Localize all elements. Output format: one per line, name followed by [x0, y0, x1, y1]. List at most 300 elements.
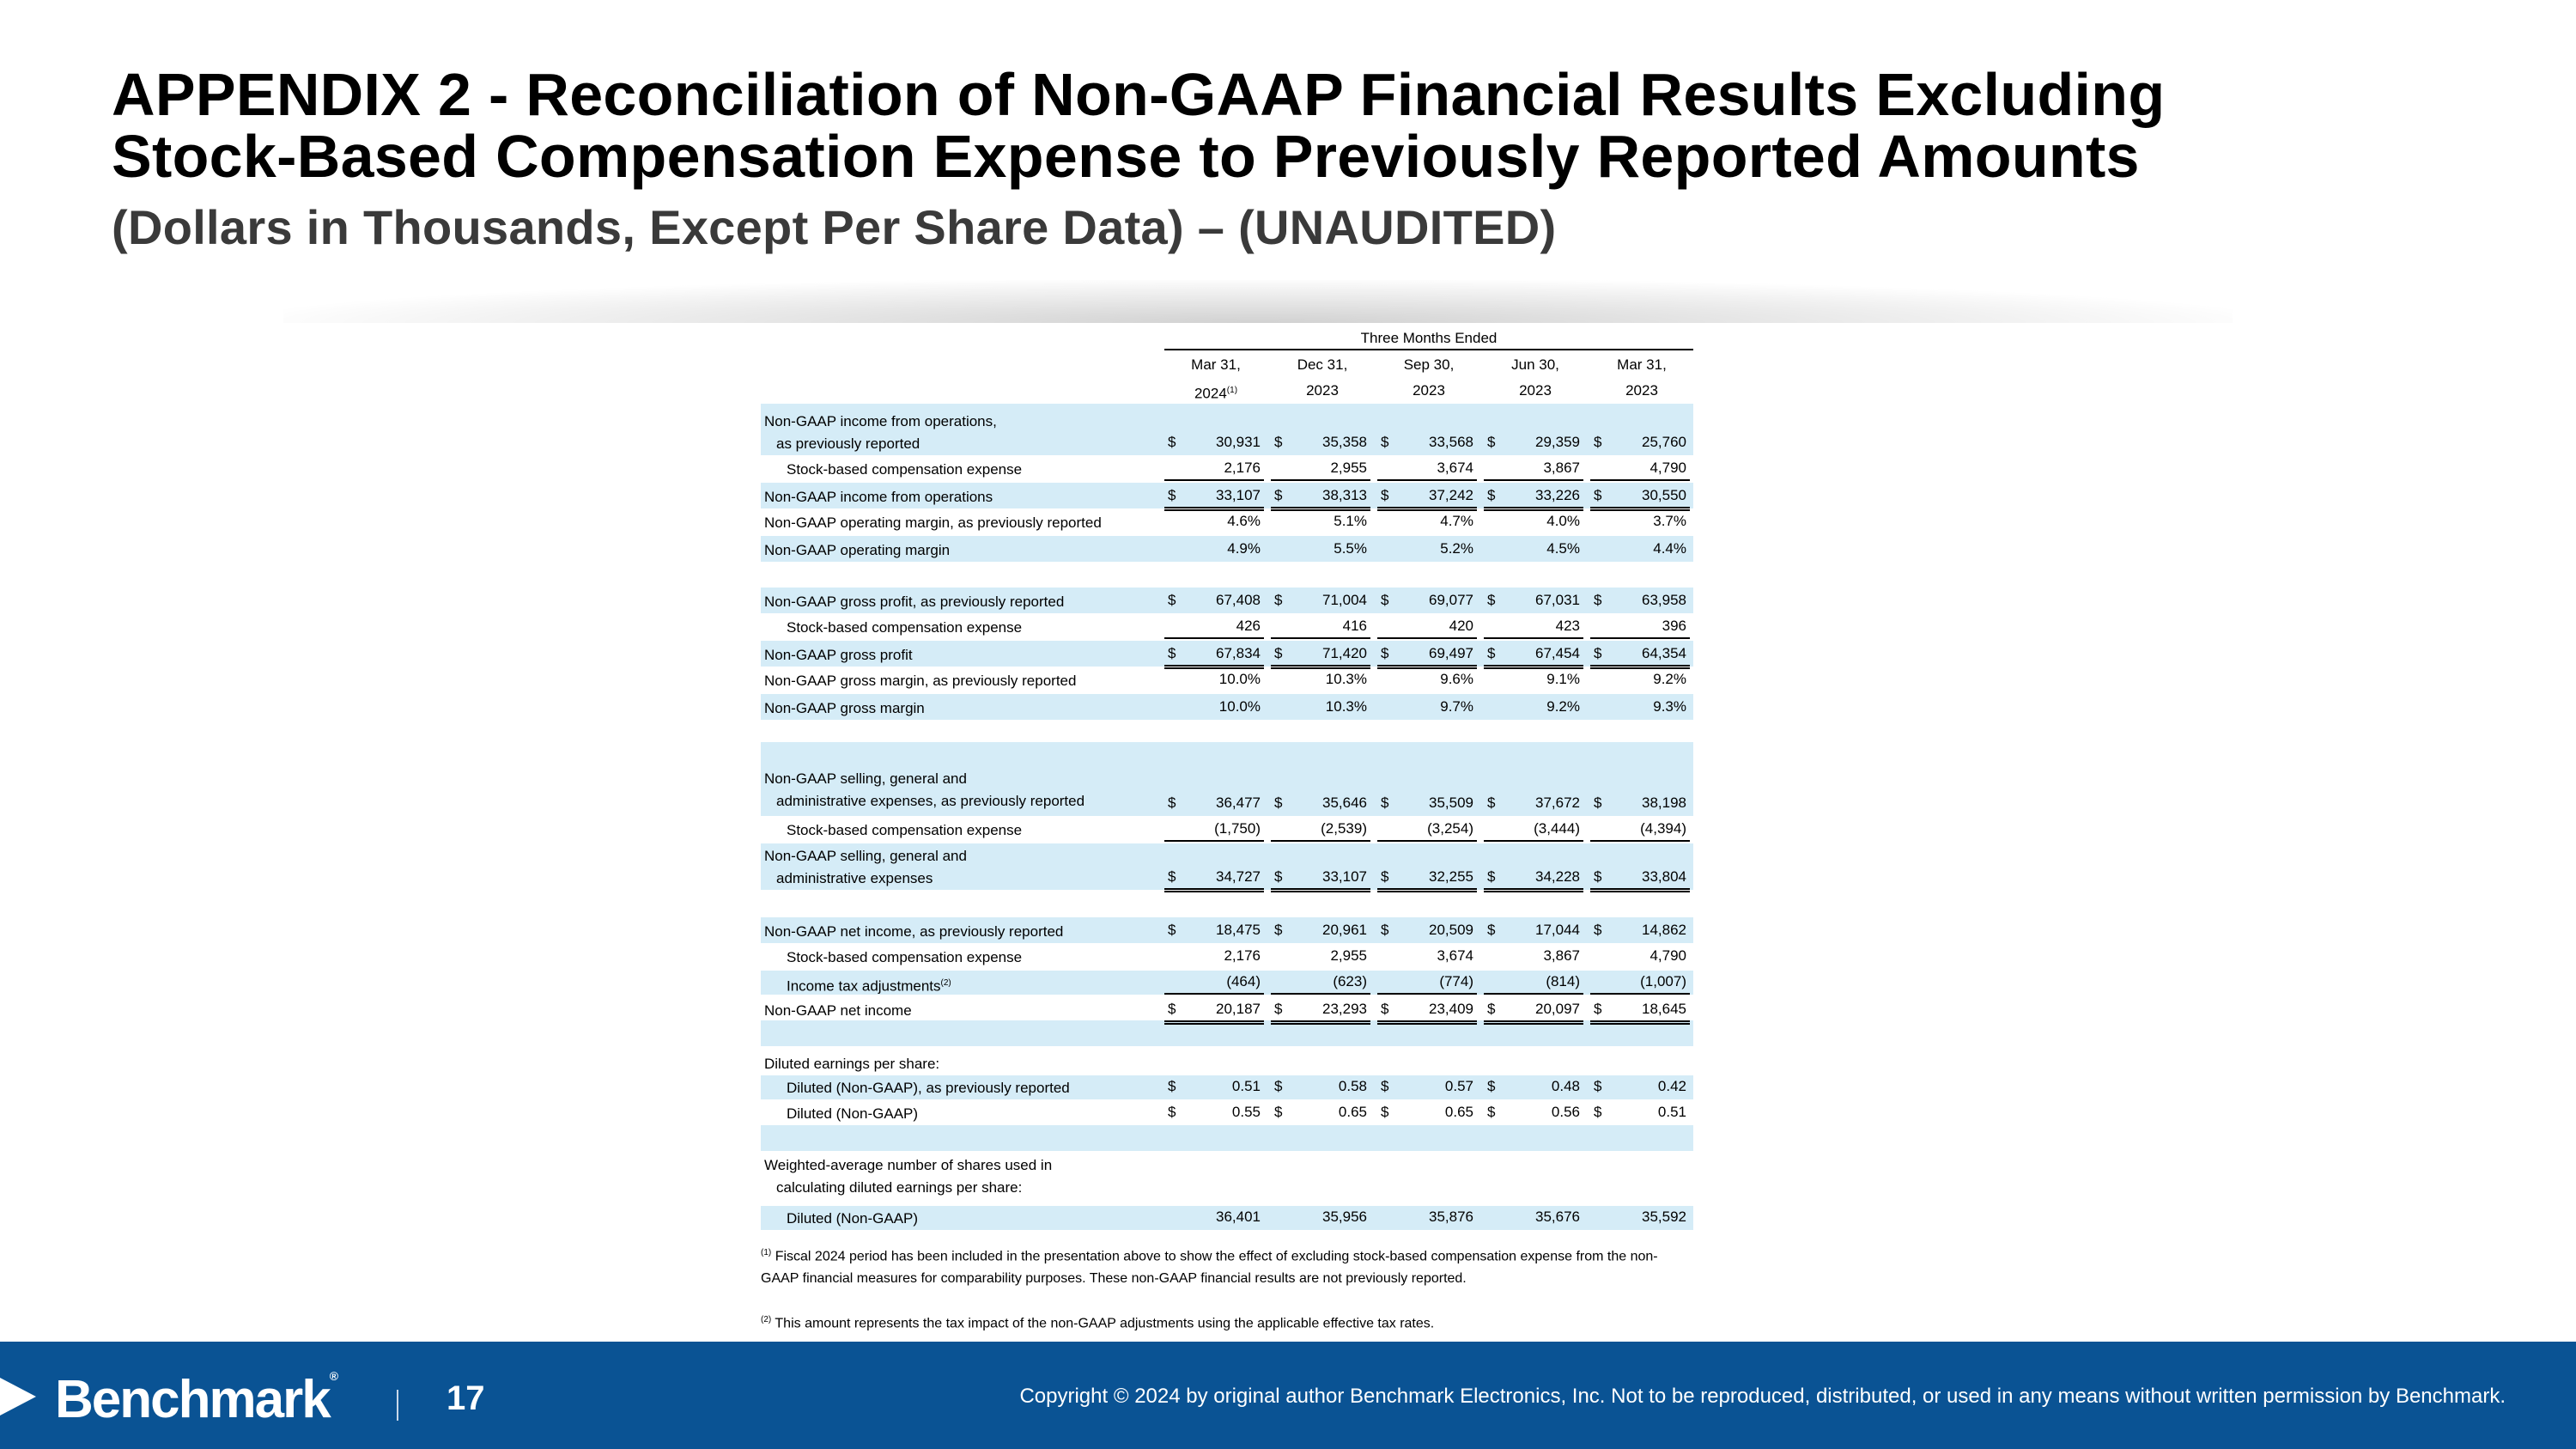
cell-value: (1,007) — [1640, 973, 1686, 989]
cell-value: 67,408 — [1216, 592, 1261, 608]
currency-symbol: $ — [1594, 645, 1602, 661]
spacer-band — [761, 1125, 1693, 1151]
currency-symbol: $ — [1168, 1001, 1176, 1017]
table-cell — [1590, 998, 1690, 1025]
cell-value: 9.1% — [1546, 671, 1580, 687]
table-row — [761, 641, 1693, 667]
currency-symbol: $ — [1487, 922, 1496, 938]
footnote-1-marker: (1) — [761, 1248, 772, 1257]
cell-value: 29,359 — [1535, 434, 1580, 450]
title-line-1: APPENDIX 2 - Reconciliation of Non-GAAP Financial Results Excluding — [112, 61, 2166, 128]
column-header-year: 2023 — [1519, 382, 1552, 399]
table-cell — [1484, 457, 1583, 481]
cell-value: 36,401 — [1216, 1209, 1261, 1225]
cell-value: 0.65 — [1338, 1104, 1367, 1120]
cell-value: 420 — [1449, 618, 1473, 634]
copyright-text: Copyright © 2024 by original author Benchmark Electronics, Inc. Not to be reproduced, distributed, or used in any means without written permission by Benchmark. — [1019, 1385, 2506, 1408]
column-header-footnote-marker: (1) — [1226, 386, 1238, 395]
cell-value: 33,226 — [1535, 487, 1580, 503]
cell-value: 0.57 — [1444, 1078, 1473, 1094]
table-cell — [1377, 484, 1477, 511]
cell-value: 0.51 — [1657, 1104, 1686, 1120]
cell-value: (3,444) — [1534, 820, 1580, 837]
table-cell — [1271, 457, 1370, 481]
cell-value: 10.0% — [1218, 671, 1261, 687]
cell-value: 71,004 — [1322, 592, 1367, 608]
table-cell — [1271, 818, 1370, 842]
cell-value: 25,760 — [1642, 434, 1686, 450]
currency-symbol: $ — [1487, 868, 1496, 885]
table-cell — [1590, 1101, 1690, 1123]
table-cell — [1377, 1101, 1477, 1123]
cell-value: 69,077 — [1429, 592, 1473, 608]
currency-symbol: $ — [1594, 434, 1602, 450]
table-cell — [1271, 1101, 1370, 1123]
cell-value: 67,834 — [1216, 645, 1261, 661]
benchmark-logo-icon — [0, 1371, 43, 1422]
row-label-text: Non-GAAP gross margin — [764, 700, 925, 716]
table-cell — [1484, 668, 1583, 691]
cell-value: 35,592 — [1642, 1209, 1686, 1225]
row-label — [764, 697, 925, 720]
currency-symbol: $ — [1168, 434, 1176, 450]
table-cell — [1484, 696, 1583, 718]
currency-symbol: $ — [1168, 1078, 1176, 1094]
row-label — [764, 512, 1102, 534]
table-cell — [1590, 1206, 1690, 1228]
cell-value: (3,254) — [1427, 820, 1473, 837]
row-label — [764, 411, 997, 455]
table-cell — [1484, 615, 1583, 639]
table-cell — [1590, 668, 1690, 691]
table-cell — [1164, 538, 1264, 560]
currency-symbol: $ — [1274, 922, 1283, 938]
cell-value: 3,674 — [1437, 947, 1473, 964]
currency-symbol: $ — [1274, 645, 1283, 661]
table-cell — [1271, 945, 1370, 967]
table-cell — [1377, 971, 1477, 995]
table-cell — [1377, 668, 1477, 691]
row-label-text: Stock-based compensation expense — [787, 822, 1023, 838]
cell-value: 423 — [1555, 618, 1580, 634]
table-cell — [1377, 998, 1477, 1025]
cell-value: 4.5% — [1546, 540, 1580, 557]
table-cell — [1590, 818, 1690, 842]
table-cell — [1164, 1075, 1264, 1098]
table-cell — [1164, 792, 1264, 814]
currency-symbol: $ — [1274, 592, 1283, 608]
row-label — [764, 1154, 1052, 1199]
table-cell — [1271, 1075, 1370, 1098]
cell-value: 5.5% — [1334, 540, 1367, 557]
table-cell — [1271, 589, 1370, 612]
table-group-header: Three Months Ended — [1164, 330, 1693, 350]
table-row — [761, 615, 1693, 639]
cell-value: 20,097 — [1535, 1001, 1580, 1017]
cell-value: 5.1% — [1334, 513, 1367, 529]
cell-value: 36,477 — [1216, 795, 1261, 811]
row-label — [764, 539, 950, 562]
table-cell — [1271, 431, 1370, 454]
page-number: 17 — [447, 1379, 485, 1417]
table-cell — [1271, 668, 1370, 691]
table-cell — [1590, 538, 1690, 560]
table-cell — [1590, 431, 1690, 454]
cell-value: 5.2% — [1440, 540, 1473, 557]
table-cell — [1484, 589, 1583, 612]
currency-symbol: $ — [1168, 922, 1176, 938]
cell-value: 0.65 — [1444, 1104, 1473, 1120]
cell-value: 37,672 — [1535, 795, 1580, 811]
table-cell — [1377, 945, 1477, 967]
table-row — [761, 1050, 1693, 1075]
row-label-text: Stock-based compensation expense — [787, 619, 1023, 636]
cell-value: 32,255 — [1429, 868, 1473, 885]
cell-value: 71,420 — [1322, 645, 1367, 661]
cell-value: 14,862 — [1642, 922, 1686, 938]
cell-value: 37,242 — [1429, 487, 1473, 503]
column-header-year: 2023 — [1625, 382, 1658, 399]
benchmark-logo — [55, 1369, 338, 1430]
row-label — [764, 486, 993, 508]
cell-value: (774) — [1439, 973, 1473, 989]
cell-value: 63,958 — [1642, 592, 1686, 608]
row-label — [787, 1103, 918, 1125]
currency-symbol: $ — [1168, 1104, 1176, 1120]
cell-value: 396 — [1662, 618, 1686, 634]
table-row — [761, 1206, 1693, 1230]
currency-symbol: $ — [1274, 1104, 1283, 1120]
cell-value: 4,790 — [1649, 460, 1686, 476]
currency-symbol: $ — [1487, 592, 1496, 608]
cell-value: 20,961 — [1322, 922, 1367, 938]
row-label-text: Stock-based compensation expense — [787, 949, 1023, 965]
table-row — [761, 588, 1693, 613]
cell-value: 35,509 — [1429, 795, 1473, 811]
row-label-line-1: Non-GAAP selling, general and — [764, 848, 967, 864]
cell-value: 67,454 — [1535, 645, 1580, 661]
row-label-text: Non-GAAP net income, as previously reported — [764, 923, 1064, 940]
table-cell — [1377, 538, 1477, 560]
cell-value: 0.48 — [1551, 1078, 1580, 1094]
table-cell — [1484, 818, 1583, 842]
cell-value: 0.56 — [1551, 1104, 1580, 1120]
row-label-line-2: as previously reported — [776, 435, 920, 452]
row-label-text: Non-GAAP income from operations — [764, 489, 993, 505]
table-cell — [1271, 792, 1370, 814]
row-label — [764, 921, 1063, 943]
row-label-text: Non-GAAP operating margin — [764, 542, 951, 558]
currency-symbol: $ — [1274, 795, 1283, 811]
currency-symbol: $ — [1594, 922, 1602, 938]
table-cell — [1484, 866, 1583, 892]
table-cell — [1377, 589, 1477, 612]
table-cell — [1164, 510, 1264, 533]
cell-value: 0.42 — [1657, 1078, 1686, 1094]
column-header-line-1: Jun 30, — [1511, 356, 1559, 373]
table-cell — [1377, 818, 1477, 842]
table-cell — [1271, 642, 1370, 669]
currency-symbol: $ — [1274, 434, 1283, 450]
column-header-line-2 — [1271, 378, 1374, 405]
cell-value: 33,107 — [1216, 487, 1261, 503]
cell-value: 4.7% — [1440, 513, 1473, 529]
currency-symbol: $ — [1168, 592, 1176, 608]
cell-value: 10.3% — [1325, 698, 1367, 715]
cell-value: 30,550 — [1642, 487, 1686, 503]
table-cell — [1271, 696, 1370, 718]
currency-symbol: $ — [1594, 487, 1602, 503]
table-row — [761, 1075, 1693, 1099]
cell-value: 3,867 — [1543, 460, 1580, 476]
row-label — [764, 591, 1064, 613]
cell-value: (623) — [1333, 973, 1367, 989]
table-cell — [1590, 866, 1690, 892]
currency-symbol: $ — [1381, 592, 1389, 608]
cell-value: 2,955 — [1330, 947, 1367, 964]
cell-value: 0.51 — [1231, 1078, 1261, 1094]
currency-symbol: $ — [1168, 645, 1176, 661]
cell-value: 35,646 — [1322, 795, 1367, 811]
page-subtitle: (Dollars in Thousands, Except Per Share Data) – (UNAUDITED) — [112, 200, 1557, 254]
cell-value: 4.6% — [1227, 513, 1261, 529]
table-cell — [1164, 457, 1264, 481]
column-header — [1590, 352, 1693, 405]
table-row — [761, 694, 1693, 720]
currency-symbol: $ — [1487, 795, 1496, 811]
row-label — [764, 644, 913, 667]
table-cell — [1590, 457, 1690, 481]
table-row — [761, 742, 1693, 816]
currency-symbol: $ — [1594, 592, 1602, 608]
table-cell — [1164, 866, 1264, 892]
table-cell — [1164, 696, 1264, 718]
footnote-2-marker: (2) — [761, 1315, 772, 1324]
table-cell — [1484, 1101, 1583, 1123]
currency-symbol: $ — [1381, 645, 1389, 661]
column-header-year: 2024 — [1194, 385, 1227, 402]
table-row — [761, 996, 1693, 1022]
currency-symbol: $ — [1487, 1104, 1496, 1120]
table-row — [761, 971, 1693, 995]
table-cell — [1164, 668, 1264, 691]
table-cell — [1164, 484, 1264, 511]
table-cell — [1484, 1206, 1583, 1228]
cell-value: 33,804 — [1642, 868, 1686, 885]
column-header — [1377, 352, 1480, 405]
column-header-year: 2023 — [1413, 382, 1445, 399]
cell-value: 2,176 — [1224, 460, 1261, 476]
currency-symbol: $ — [1381, 1078, 1389, 1094]
footnote-1-text: Fiscal 2024 period has been included in the presentation above to show the effect of excluding stock-based compensation expense from the non-GAAP financial measures for comparability purposes. These non-GAAP financial results are not previously reported. — [761, 1249, 1658, 1287]
currency-symbol: $ — [1487, 1001, 1496, 1017]
table-cell — [1590, 510, 1690, 533]
currency-symbol: $ — [1274, 868, 1283, 885]
table-cell — [1271, 971, 1370, 995]
column-header-line-1: Mar 31, — [1617, 356, 1667, 373]
cell-value: 38,313 — [1322, 487, 1367, 503]
table-cell — [1377, 792, 1477, 814]
column-header-line-2 — [1484, 378, 1587, 405]
row-label-text: Non-GAAP operating margin, as previously reported — [764, 514, 1102, 531]
logo-registered-mark: ® — [329, 1369, 339, 1383]
table-cell — [1377, 696, 1477, 718]
currency-symbol: $ — [1381, 1001, 1389, 1017]
table-row — [761, 945, 1693, 969]
row-label-footnote-marker: (2) — [940, 978, 951, 988]
footnote-1 — [761, 1242, 1693, 1290]
currency-symbol: $ — [1487, 1078, 1496, 1094]
divider-shadow — [283, 280, 2233, 323]
table-cell — [1377, 615, 1477, 639]
row-label-text: Diluted (Non-GAAP), as previously reported — [787, 1080, 1070, 1096]
table-row — [761, 668, 1693, 692]
cell-value: 34,727 — [1216, 868, 1261, 885]
row-label — [764, 768, 1084, 813]
table-cell — [1377, 457, 1477, 481]
currency-symbol: $ — [1594, 1001, 1602, 1017]
footer-separator — [397, 1390, 398, 1421]
table-cell — [1377, 642, 1477, 669]
table-cell — [1164, 919, 1264, 941]
table-cell — [1377, 510, 1477, 533]
cell-value: 23,409 — [1429, 1001, 1473, 1017]
column-header-line-2 — [1377, 378, 1480, 405]
table-cell — [1377, 1075, 1477, 1098]
cell-value: 3,674 — [1437, 460, 1473, 476]
row-label — [787, 617, 1022, 639]
table-cell — [1590, 696, 1690, 718]
row-label-line-1: Non-GAAP selling, general and — [764, 770, 967, 787]
row-label-text: Stock-based compensation expense — [787, 461, 1023, 478]
cell-value: (1,750) — [1214, 820, 1261, 837]
table-cell — [1377, 866, 1477, 892]
table-cell — [1590, 642, 1690, 669]
currency-symbol: $ — [1381, 795, 1389, 811]
currency-symbol: $ — [1381, 922, 1389, 938]
cell-value: 9.7% — [1440, 698, 1473, 715]
table-cell — [1484, 792, 1583, 814]
column-header-line-1: Dec 31, — [1297, 356, 1348, 373]
cell-value: 18,645 — [1642, 1001, 1686, 1017]
currency-symbol: $ — [1274, 487, 1283, 503]
table-cell — [1484, 919, 1583, 941]
table-cell — [1484, 484, 1583, 511]
table-cell — [1164, 945, 1264, 967]
table-cell — [1271, 919, 1370, 941]
table-cell — [1164, 615, 1264, 639]
row-label — [764, 1053, 939, 1075]
column-header-year: 2023 — [1306, 382, 1339, 399]
table-cell — [1590, 615, 1690, 639]
cell-value: 34,228 — [1535, 868, 1580, 885]
table-row — [761, 1101, 1693, 1125]
row-label — [787, 459, 1022, 481]
column-header-line-1: Mar 31, — [1191, 356, 1241, 373]
row-label-text: Non-GAAP gross margin, as previously reported — [764, 673, 1077, 689]
column-header — [1271, 352, 1374, 405]
row-label-text: Diluted earnings per share: — [764, 1056, 940, 1072]
cell-value: 4,790 — [1649, 947, 1686, 964]
table-cell — [1164, 971, 1264, 995]
cell-value: (464) — [1226, 973, 1261, 989]
cell-value: (2,539) — [1321, 820, 1367, 837]
table-cell — [1590, 971, 1690, 995]
cell-value: 33,568 — [1429, 434, 1473, 450]
row-label-text: Income tax adjustments — [787, 977, 941, 995]
currency-symbol: $ — [1381, 1104, 1389, 1120]
currency-symbol: $ — [1487, 434, 1496, 450]
row-label — [764, 670, 1076, 692]
currency-symbol: $ — [1274, 1001, 1283, 1017]
table-cell — [1484, 510, 1583, 533]
cell-value: 0.58 — [1338, 1078, 1367, 1094]
currency-symbol: $ — [1487, 645, 1496, 661]
row-label-line-2: administrative expenses — [776, 870, 933, 886]
title-line-2: Stock-Based Compensation Expense to Previously Reported Amounts — [112, 123, 2140, 190]
row-label-text: Diluted (Non-GAAP) — [787, 1105, 919, 1122]
logo-text: Benchmark — [55, 1370, 330, 1429]
currency-symbol: $ — [1168, 795, 1176, 811]
cell-value: 4.4% — [1653, 540, 1686, 557]
table-cell — [1484, 1075, 1583, 1098]
cell-value: 0.55 — [1231, 1104, 1261, 1120]
row-label-text: Non-GAAP gross profit — [764, 647, 913, 663]
cell-value: 67,031 — [1535, 592, 1580, 608]
table-cell — [1484, 642, 1583, 669]
table-cell — [1377, 919, 1477, 941]
cell-value: 35,358 — [1322, 434, 1367, 450]
table-cell — [1271, 1206, 1370, 1228]
cell-value: 10.3% — [1325, 671, 1367, 687]
cell-value: 35,956 — [1322, 1209, 1367, 1225]
table-cell — [1377, 1206, 1477, 1228]
currency-symbol: $ — [1487, 487, 1496, 503]
cell-value: 38,198 — [1642, 795, 1686, 811]
table-row — [761, 843, 1693, 890]
row-label-line-2: administrative expenses, as previously reported — [776, 793, 1085, 809]
currency-symbol: $ — [1594, 1104, 1602, 1120]
cell-value: 23,293 — [1322, 1001, 1367, 1017]
table-cell — [1590, 792, 1690, 814]
cell-value: 9.2% — [1653, 671, 1686, 687]
cell-value: (814) — [1546, 973, 1580, 989]
table-cell — [1590, 919, 1690, 941]
table-cell — [1484, 431, 1583, 454]
table-row — [761, 510, 1693, 534]
footnote-2 — [761, 1309, 1693, 1335]
cell-value: 2,176 — [1224, 947, 1261, 964]
table-cell — [1271, 615, 1370, 639]
row-label — [764, 845, 967, 890]
cell-value: 10.0% — [1218, 698, 1261, 715]
currency-symbol: $ — [1594, 795, 1602, 811]
table-cell — [1164, 818, 1264, 842]
row-label-line-1: Non-GAAP income from operations, — [764, 413, 997, 429]
column-header-line-2 — [1590, 378, 1693, 405]
currency-symbol: $ — [1381, 434, 1389, 450]
table-cell — [1164, 642, 1264, 669]
table-cell — [1271, 998, 1370, 1025]
cell-value: 4.0% — [1546, 513, 1580, 529]
cell-value: 69,497 — [1429, 645, 1473, 661]
column-header — [1484, 352, 1587, 405]
cell-value: 4.9% — [1227, 540, 1261, 557]
table-cell — [1590, 484, 1690, 511]
cell-value: 3,867 — [1543, 947, 1580, 964]
cell-value: 35,876 — [1429, 1209, 1473, 1225]
table-cell — [1590, 1075, 1690, 1098]
